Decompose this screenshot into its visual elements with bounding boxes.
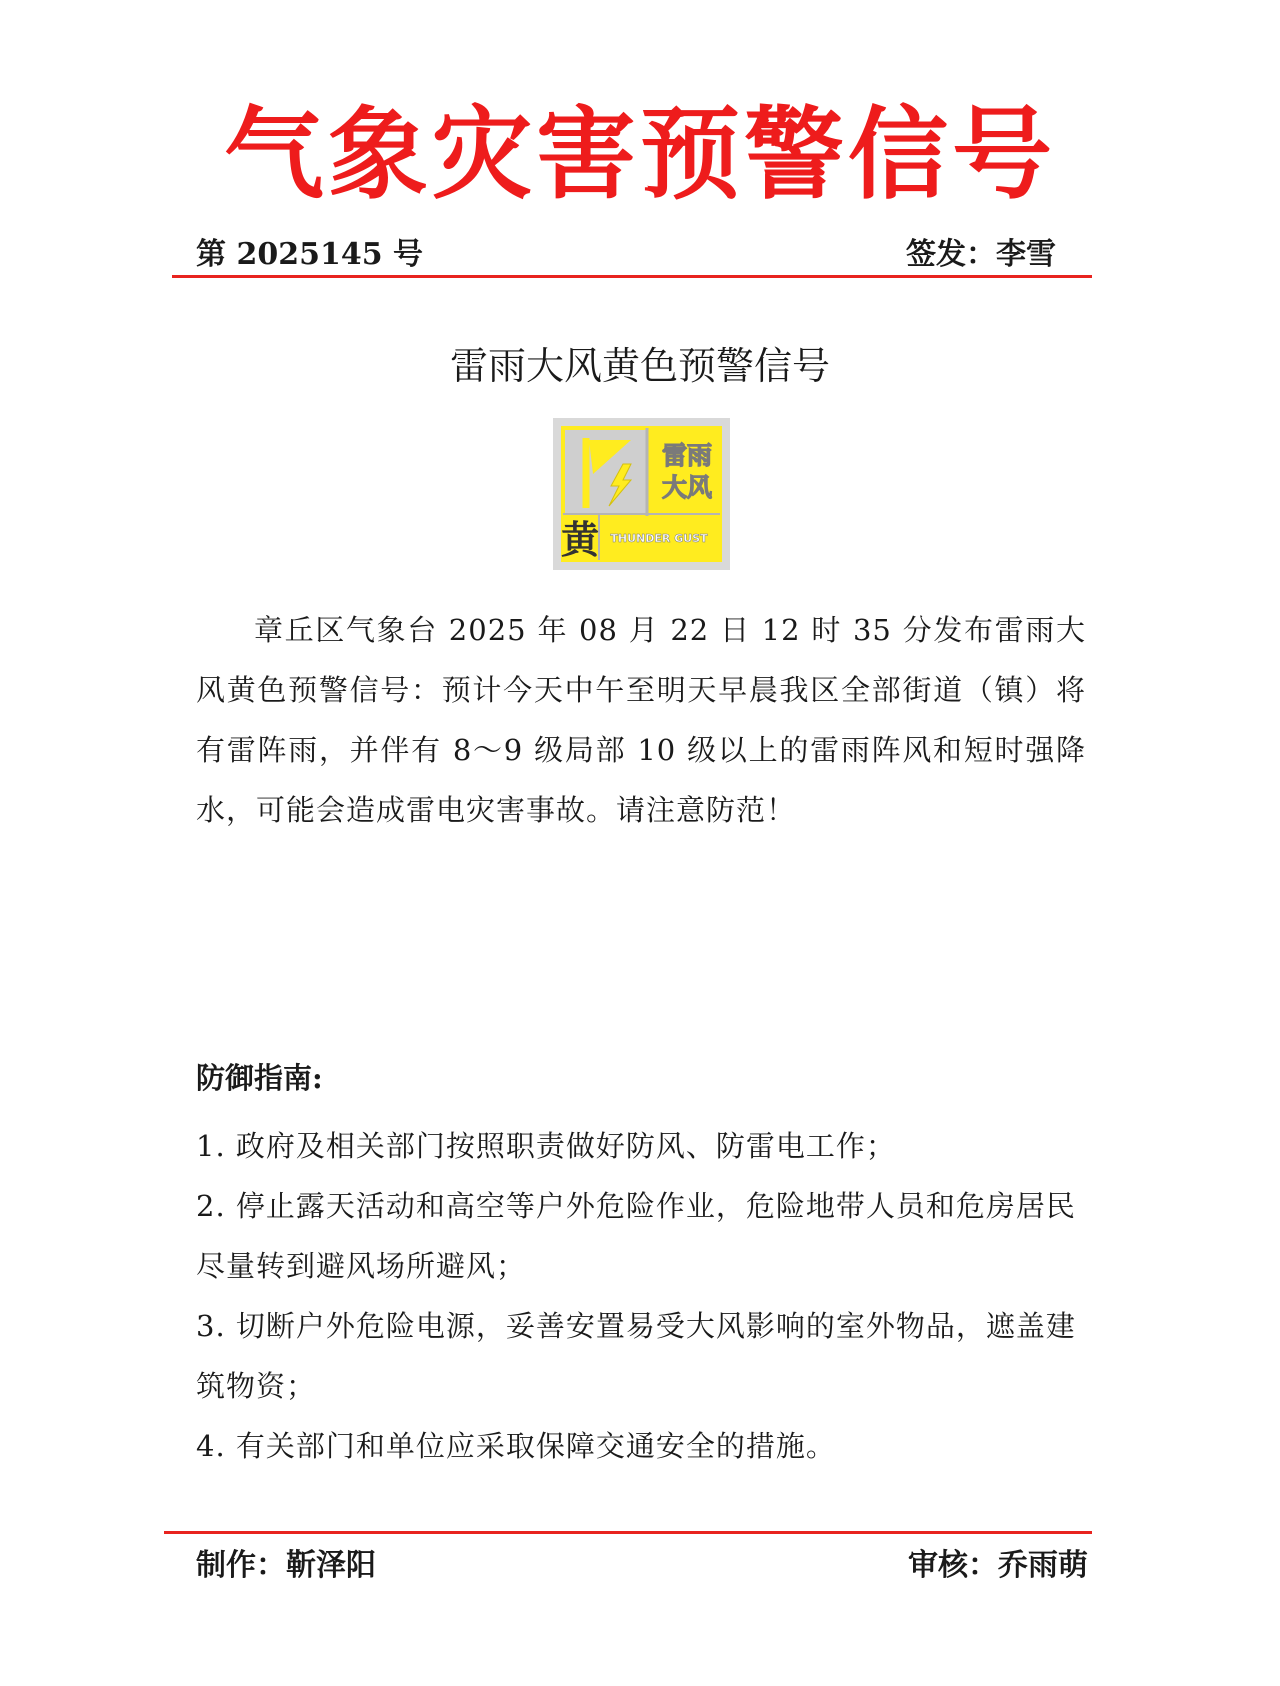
footer-row — [196, 1540, 1088, 1592]
badge-type-line2: 大风 — [661, 473, 713, 502]
warning-title: 雷雨大风黄色预警信号 — [449, 344, 830, 388]
document-title: 气象灾害预警信号 — [224, 96, 1056, 213]
reviewer: 审核：乔雨萌 — [908, 1548, 1088, 1583]
guide-item: 4. 有关部门和单位应采取保障交通安全的措施。 — [196, 1429, 836, 1463]
guide-item: 1. 政府及相关部门按照职责做好防风、防雷电工作； — [196, 1129, 896, 1163]
header-meta-row — [196, 233, 1056, 277]
badge-english-label: THUNDER GUST — [610, 532, 708, 545]
footer-divider — [164, 1531, 1092, 1534]
signer: 签发：李雪 — [906, 237, 1056, 272]
guide-heading: 防御指南: — [196, 1061, 323, 1095]
guide-item: 2. 停止露天活动和高空等户外危险作业，危险地带人员和危房居民尽量转到避风场所避风； — [196, 1189, 1076, 1283]
badge-level: 黄 — [560, 518, 600, 562]
header-divider — [172, 275, 1092, 278]
guide-item: 3. 切断户外危险电源，妥善安置易受大风影响的室外物品，遮盖建筑物资； — [196, 1309, 1076, 1403]
producer: 制作：靳泽阳 — [196, 1548, 376, 1583]
warning-body: 章丘区气象台 2025 年 08 月 22 日 12 时 35 分发布雷雨大风黄色预警信号：预计今天中午至明天早晨我区全部街道（镇）将有雷阵雨，并伴有 8～9 级局部 10 级以上的雷雨阵风和短时强降水，可能会造成雷电灾害事故。请注意防范！ — [196, 613, 1086, 827]
warning-badge-graphic — [553, 418, 730, 570]
guide-list — [196, 1116, 1086, 1476]
issue-number: 第 2025145 号 — [196, 237, 424, 272]
badge-type-line1: 雷雨 — [661, 441, 713, 470]
warning-badge-icon — [553, 418, 730, 570]
